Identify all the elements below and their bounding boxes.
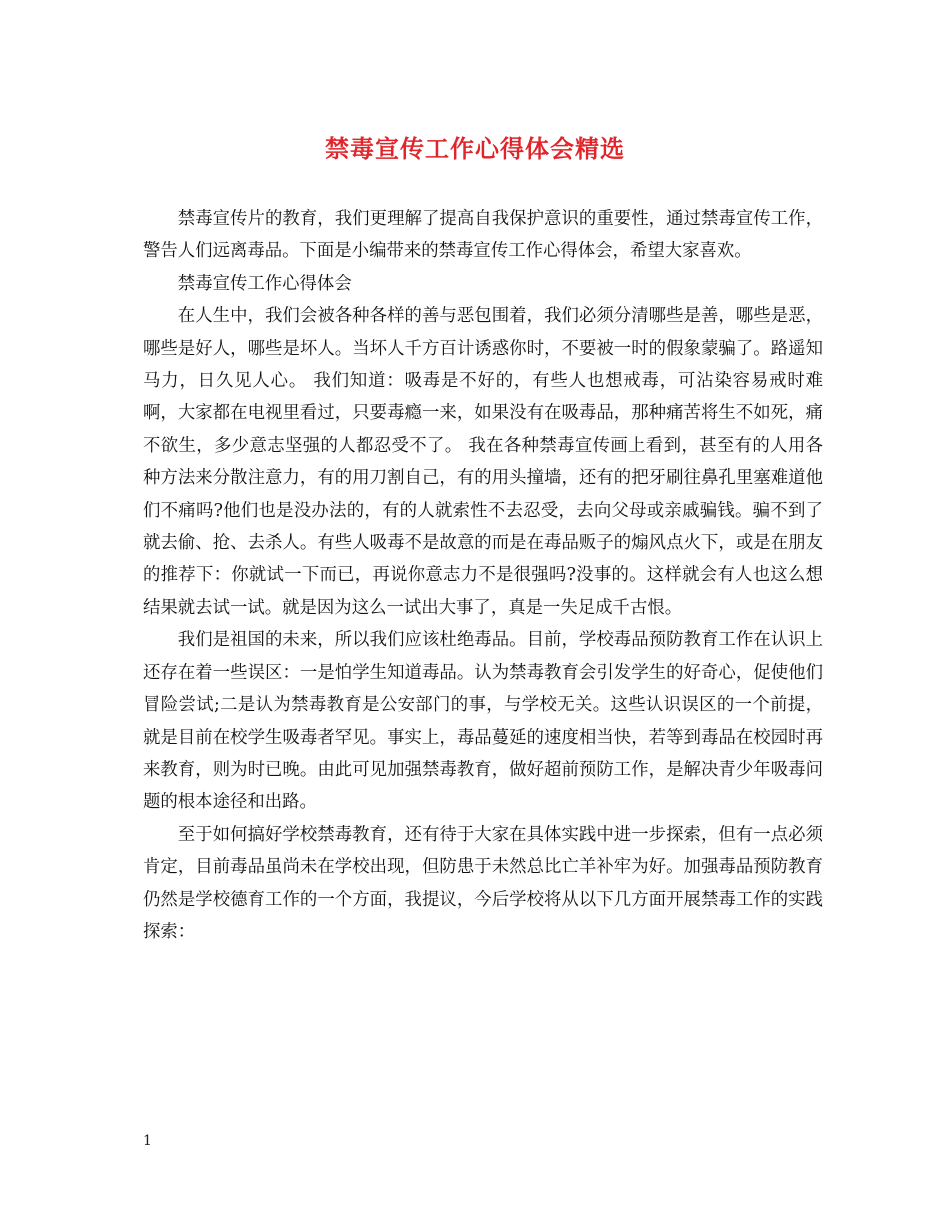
paragraph-body-1: 在人生中，我们会被各种各样的善与恶包围着，我们必须分清哪些是善，哪些是恶，哪些是好人，哪些是坏人。当坏人千方百计诱惑你时，不要被一时的假象蒙骗了。路遥知马力，日久见人心。 我们知道：吸毒是不好的，有些人也想戒毒，可沾染容易戒时难啊，大家都在电视里看过，只要毒瘾一来，如果没有在吸毒品，那种痛苦将生不如死，痛不欲生，多少意志坚强的人都忍受不了。 我在各种禁毒宣传画上看到，甚至有的人用各种方法来分散注意力，有的用刀割自己，有的用头撞墙，还有的把牙刷往鼻孔里塞难道他们不痛吗?他们也是没办法的，有的人就索性不去忍受，去向父母或亲戚骗钱。骗不到了就去偷、抢、去杀人。有些人吸毒不是故意的而是在毒品贩子的煽风点火下，或是在朋友的推荐下：你就试一下而已，再说你意志力不是很强吗?没事的。这样就会有人也这么想结果就去试一试。就是因为这么一试出大事了，真是一失足成千古恨。	[143, 306, 823, 618]
document-title: 禁毒宣传工作心得体会精选	[325, 134, 625, 163]
paragraph-body-3: 至于如何搞好学校禁毒教育，还有待于大家在具体实践中进一步探索，但有一点必须肯定，目前毒品虽尚未在学校出现，但防患于未然总比亡羊补牢为好。加强毒品预防教育仍然是学校德育工作的一个方面，我提议，今后学校将从以下几方面开展禁毒工作的实践探索：	[143, 824, 823, 942]
page-number: 1	[143, 1133, 152, 1149]
paragraph-subheading: 禁毒宣传工作心得体会	[177, 273, 352, 294]
paragraph-intro: 禁毒宣传片的教育，我们更理解了提高自我保护意识的重要性，通过禁毒宣传工作，警告人们远离毒品。下面是小编带来的禁毒宣传工作心得体会，希望大家喜欢。	[143, 209, 823, 262]
paragraph-body-2: 我们是祖国的未来，所以我们应该杜绝毒品。目前，学校毒品预防教育工作在认识上还存在着一些误区：一是怕学生知道毒品。认为禁毒教育会引发学生的好奇心，促使他们冒险尝试;二是认为禁毒教育是公安部门的事，与学校无关。这些认识误区的一个前提，就是目前在校学生吸毒者罕见。事实上，毒品蔓延的速度相当快，若等到毒品在校园时再来教育，则为时已晚。由此可见加强禁毒教育，做好超前预防工作，是解决青少年吸毒问题的根本途径和出路。	[143, 630, 823, 813]
document-body	[143, 203, 823, 948]
